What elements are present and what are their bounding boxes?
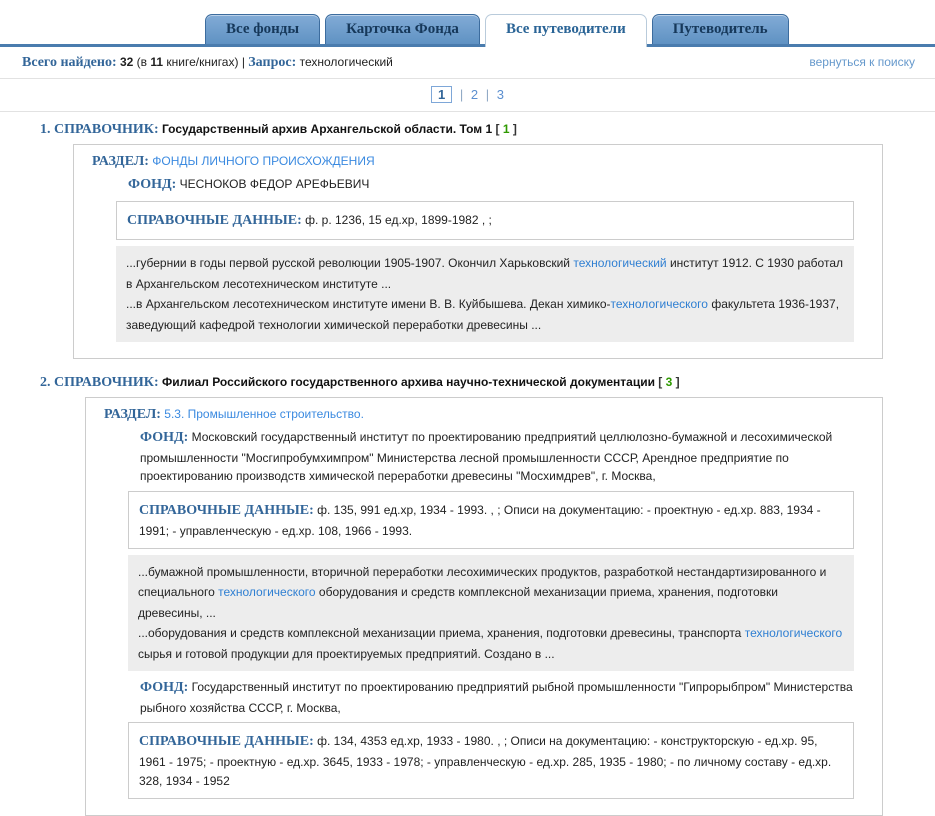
section-link[interactable]: 5.3. Промышленное строительство. <box>164 406 364 421</box>
directory-label: 1. СПРАВОЧНИК: <box>40 122 159 137</box>
reference-data-label: СПРАВОЧНЫЕ ДАННЫЕ: <box>139 502 314 518</box>
result-heading <box>40 375 935 391</box>
highlighted-term: технологического <box>218 585 316 600</box>
excerpt-line: ...оборудования и средств комплексной механизации приема, хранения, подготовки древесины, транспорта технологического сырья и готовой продукции для проектируемых предприятий. Создано в ... <box>138 626 843 661</box>
reference-data-label: СПРАВОЧНЫЕ ДАННЫЕ: <box>139 734 314 750</box>
match-count: 3 <box>665 374 673 389</box>
pagination-current-page: 1 <box>431 86 452 103</box>
fund-line <box>140 677 854 717</box>
fund-label: ФОНД: <box>140 680 189 696</box>
highlighted-term: технологический <box>573 256 667 271</box>
directory-label: 2. СПРАВОЧНИК: <box>40 374 159 390</box>
tab-bar <box>0 0 935 47</box>
query-value: технологический <box>299 55 393 69</box>
fund-label: ФОНД: <box>140 429 189 445</box>
pagination-separator: | <box>459 87 464 102</box>
pagination-page-3[interactable]: 3 <box>496 87 504 102</box>
highlighted-term: технологического <box>744 626 843 641</box>
bracket: ] <box>512 122 517 136</box>
directory-title: Филиал Российского государственного архива научно-технической документации <box>161 374 655 389</box>
excerpt-block <box>128 555 854 671</box>
result-heading <box>40 122 935 138</box>
reference-data-box <box>128 722 854 799</box>
section-box <box>85 397 883 816</box>
reference-data-box <box>116 201 854 241</box>
tab-fund-card[interactable]: Карточка Фонда <box>325 14 480 44</box>
results-list <box>0 112 935 816</box>
fund-value: Государственный институт по проектированию предприятий рыбной промышленности "Гипрорыбпром" Министерства рыбного хозяйства СССР, г. Москва, <box>140 680 853 715</box>
fund-line <box>128 174 854 196</box>
bracket: [ <box>495 122 500 136</box>
tab-all-guides[interactable]: Все путеводители <box>485 14 647 47</box>
results-header <box>0 47 935 78</box>
bracket: ] <box>675 374 680 389</box>
pagination-separator: | <box>485 87 490 102</box>
match-count: 1 <box>502 122 510 136</box>
fund-value: Московский государственный институт по проектированию предприятий целлюлозно-бумажной и лесохимической промышленности "Мосгипробумхимпром" Министерства лесной промышленности СССР, Арендное предприятие по проектированию производств химической переработки древесины "Мосхимдрев", г. Москва, <box>140 429 833 484</box>
section-label: РАЗДЕЛ: <box>104 406 161 422</box>
section-line <box>104 407 870 423</box>
reference-data-box <box>128 491 854 549</box>
pipe-separator: | <box>241 55 245 69</box>
section-link[interactable]: ФОНДЫ ЛИЧНОГО ПРОИСХОЖДЕНИЯ <box>152 154 375 168</box>
back-to-search-link[interactable]: вернуться к поиску <box>809 55 915 69</box>
results-summary <box>22 55 393 71</box>
fund-value: ЧЕСНОКОВ ФЕДОР АРЕФЬЕВИЧ <box>179 177 370 191</box>
section-box <box>73 144 883 359</box>
directory-title: Государственный архив Архангельской области. Том 1 <box>161 122 493 136</box>
pagination-page-2[interactable]: 2 <box>470 87 479 102</box>
highlighted-term: технологического <box>610 297 708 312</box>
excerpt-line: ...бумажной промышленности, вторичной переработки лесохимических продуктов, разработкой нестандартизированного и специального технологического оборудования и средств комплексной механизации приема, хранения, подготовки древесины, ... <box>138 565 827 620</box>
fund-label: ФОНД: <box>128 177 177 192</box>
bracket: [ <box>658 374 663 389</box>
in-books-post: книге/книгах) <box>166 55 239 69</box>
excerpt-line: ...губернии в годы первой русской революции 1905-1907. Окончил Харьковский технологический институт 1912. С 1930 работал в Архангельском лесотехническом институте ... <box>126 256 843 291</box>
books-count: 11 <box>150 55 164 69</box>
excerpt-line: ...в Архангельском лесотехническом институте имени В. В. Куйбышева. Декан химико-технологического факультета 1936-1937, заведующий кафедрой технологии химической переработки древесины ... <box>126 297 840 332</box>
found-count: 32 <box>119 55 134 69</box>
tab-guide[interactable]: Путеводитель <box>652 14 789 44</box>
section-label: РАЗДЕЛ: <box>92 154 149 169</box>
tab-all-funds[interactable]: Все фонды <box>205 14 320 44</box>
fund-line <box>140 427 854 486</box>
reference-data-value: ф. р. 1236, 15 ед.хр, 1899-1982 , ; <box>305 212 492 227</box>
reference-data-label: СПРАВОЧНЫЕ ДАННЫЕ: <box>127 212 302 228</box>
section-line <box>92 154 870 170</box>
in-books-pre: (в <box>136 55 148 69</box>
reference-data-value: ф. 135, 991 ед.хр, 1934 - 1993. , ; Описи на документацию: - проектную - ед.хр. 883, 1934 - 1991; - управленческую - ед.хр. 108, 1966 - 1993. <box>139 502 821 538</box>
reference-data-value: ф. 134, 4353 ед.хр, 1933 - 1980. , ; Описи на документацию: - конструкторскую - ед.хр. 95, 1961 - 1975; - проектную - ед.хр. 3645, 1933 - 1978; - управленческую - ед.хр. 285, 1935 - 1980; - по личному составу - ед.хр. 328, 1934 - 1952 <box>139 734 832 788</box>
result-item-2 <box>40 375 935 816</box>
found-label: Всего найдено: <box>22 55 117 70</box>
result-item-1 <box>40 122 935 359</box>
excerpt-block <box>116 246 854 342</box>
pagination <box>0 79 935 111</box>
query-label: Запрос: <box>248 55 297 70</box>
